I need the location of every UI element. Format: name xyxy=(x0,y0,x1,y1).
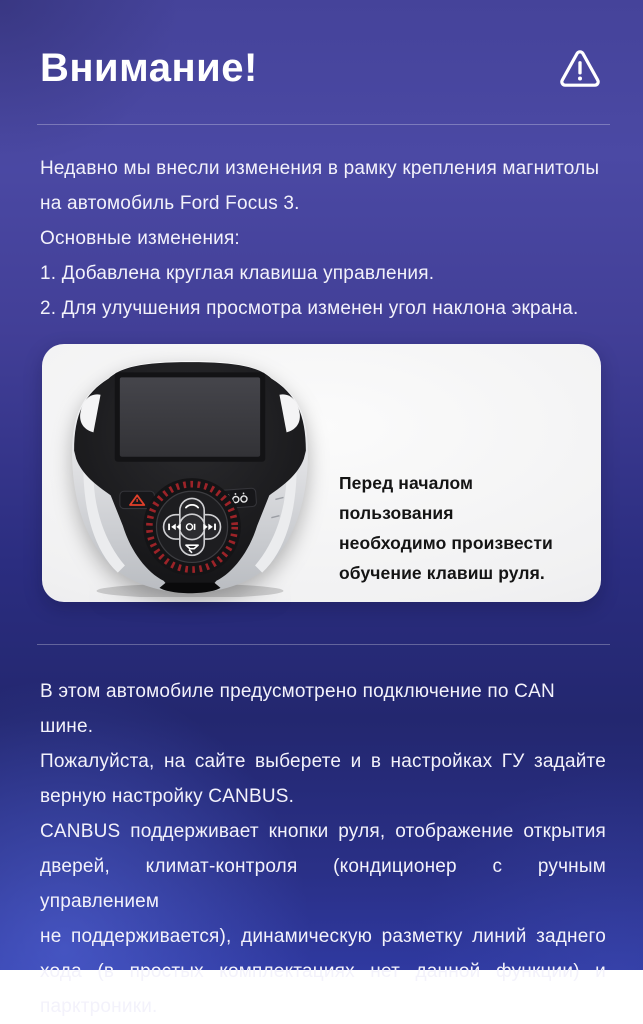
intro-paragraph xyxy=(40,151,606,326)
canbus-line: Пожалуйста, на сайте выберете и в настройках ГУ задайте xyxy=(40,751,606,772)
info-card xyxy=(42,344,601,602)
card-note xyxy=(339,468,589,588)
intro-line: Недавно мы внесли изменения в рамку крепления магнитолы xyxy=(40,158,600,179)
header xyxy=(40,44,603,92)
head-unit-image xyxy=(54,351,326,597)
page-title: Внимание! xyxy=(40,46,258,90)
card-note-line: Перед началом пользования xyxy=(339,473,474,523)
section-divider xyxy=(37,644,610,645)
canbus-line: хода (в простых комплектациях нет данной функции) и xyxy=(40,961,606,982)
canbus-line: верную настройку CANBUS. xyxy=(40,786,295,807)
card-note-line: необходимо произвести xyxy=(339,533,553,553)
intro-line: Основные изменения: xyxy=(40,228,240,249)
intro-line: 1. Добавлена круглая клавиша управления. xyxy=(40,263,435,284)
canbus-line: дверей, климат-контроля (кондиционер с ручным управлением xyxy=(40,856,606,912)
canbus-paragraph xyxy=(40,674,606,1024)
canbus-line: не поддерживается), динамическую разметку линий заднего xyxy=(40,926,606,947)
canbus-line: CANBUS поддерживает кнопки руля, отображение открытия xyxy=(40,821,606,842)
warning-triangle-icon xyxy=(559,48,601,88)
header-divider xyxy=(37,124,610,125)
intro-line: на автомобиль Ford Focus 3. xyxy=(40,193,300,214)
card-note-line: обучение клавиш руля. xyxy=(339,563,545,583)
canbus-line: В этом автомобиле предусмотрено подключение по CAN шине. xyxy=(40,681,555,737)
control-dial-icon xyxy=(143,478,241,576)
head-unit-screen xyxy=(120,377,260,456)
intro-line: 2. Для улучшения просмотра изменен угол наклона экрана. xyxy=(40,298,579,319)
canbus-line: парктроники. xyxy=(40,996,158,1017)
